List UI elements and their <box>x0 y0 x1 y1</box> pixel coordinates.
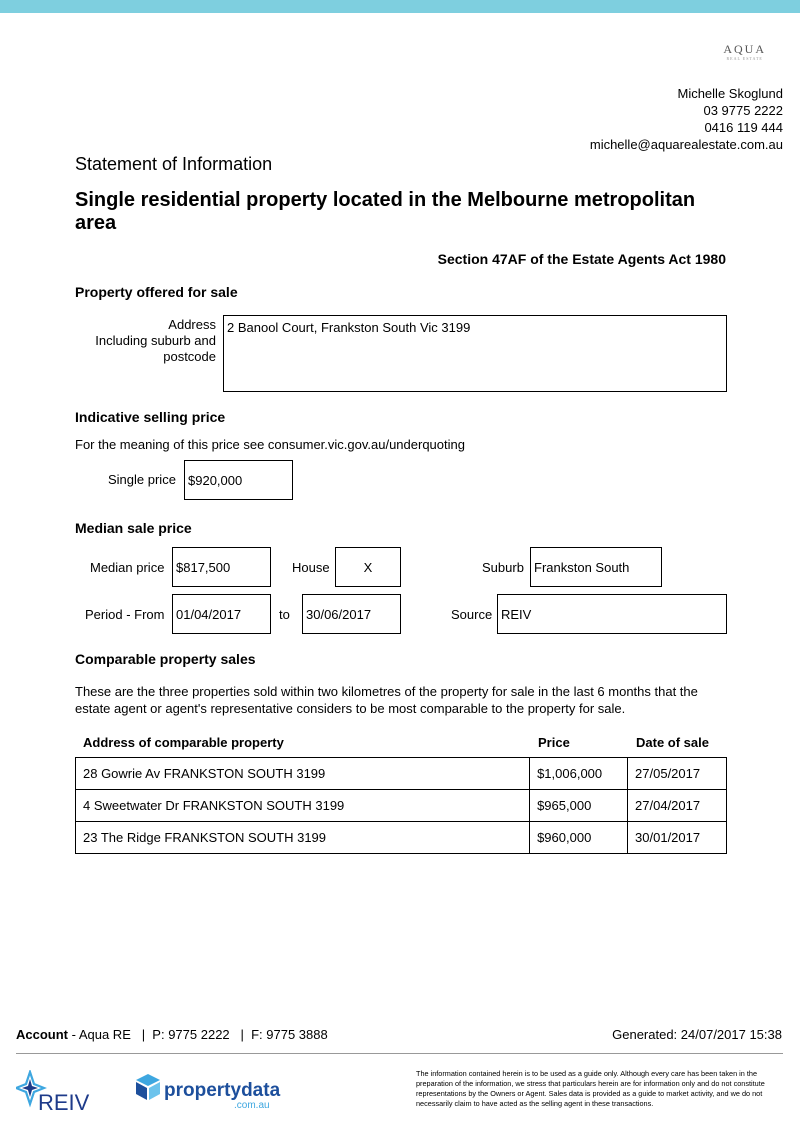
address-field: 2 Banool Court, Frankston South Vic 3199 <box>223 315 727 392</box>
source-label: Source <box>451 607 493 622</box>
median-price-field: $817,500 <box>172 547 271 587</box>
legal-section: Section 47AF of the Estate Agents Act 1980 <box>437 251 726 267</box>
document-heading: Statement of Information <box>75 154 273 174</box>
col-header-date: Date of sale <box>636 735 709 750</box>
footer-divider <box>16 1053 783 1054</box>
generated-timestamp: Generated: 24/07/2017 15:38 <box>612 1027 782 1042</box>
propertydata-cube-icon <box>136 1074 286 1114</box>
svg-text:.com.au: .com.au <box>234 1100 270 1111</box>
agent-email[interactable]: michelle@aquarealestate.com.au <box>589 137 783 152</box>
comparable-date: 30/01/2017 <box>628 822 727 854</box>
period-to-field: 30/06/2017 <box>302 594 401 634</box>
comparable-price: $960,000 <box>530 822 628 854</box>
agent-phone: 03 9775 2222 <box>703 103 783 118</box>
reiv-logo <box>16 1070 96 1119</box>
reiv-star-icon <box>16 1070 96 1114</box>
property-heading: Property offered for sale <box>75 284 238 300</box>
indicative-heading: Indicative selling price <box>75 409 226 425</box>
median-heading: Median sale price <box>75 520 192 536</box>
comparable-date: 27/05/2017 <box>628 758 727 790</box>
account-info: Account - Aqua RE | P: 9775 2222 | F: 9775 3888 <box>16 1027 328 1042</box>
comparable-address: 28 Gowrie Av FRANKSTON SOUTH 3199 <box>76 758 530 790</box>
property-type-field: X <box>335 547 401 587</box>
table-row <box>76 822 727 854</box>
comparable-heading: Comparable property sales <box>75 651 256 667</box>
agent-mobile: 0416 119 444 <box>704 120 783 135</box>
table-row <box>76 758 727 790</box>
price-meaning-note: For the meaning of this price see consumer.vic.gov.au/underquoting <box>75 437 465 452</box>
median-price-label: Median price <box>90 560 165 575</box>
period-label: Period - From <box>85 607 165 622</box>
suburb-label: Suburb <box>482 560 524 575</box>
property-type-label: House <box>292 560 330 575</box>
propertydata-logo <box>136 1074 286 1119</box>
agency-logo: AQUA REAL ESTATE <box>723 42 766 61</box>
comparable-sales-table <box>75 757 727 854</box>
suburb-field: Frankston South <box>530 547 662 587</box>
single-price-field: $920,000 <box>184 460 293 500</box>
col-header-address: Address of comparable property <box>83 735 284 750</box>
disclaimer-text: The information contained herein is to be used as a guide only. Although every care has been taken in the preparation of the information, we stress that particulars herein are for information only and do not constitute representations by the Owners or Agent. Sales data is provided as a guide to market activity, and we do not necessarily claim to have acted as the selling agent in these transactions. <box>416 1069 765 1108</box>
period-from-field: 01/04/2017 <box>172 594 271 634</box>
agent-contact <box>590 85 783 153</box>
document-title: Single residential property located in the Melbourne metropolitan area <box>75 189 696 234</box>
comparable-date: 27/04/2017 <box>628 790 727 822</box>
svg-text:REIV: REIV <box>38 1090 90 1114</box>
address-label: Address Including suburb and postcode <box>95 317 216 364</box>
comparable-address: 23 The Ridge FRANKSTON SOUTH 3199 <box>76 822 530 854</box>
comparable-price: $1,006,000 <box>530 758 628 790</box>
table-row <box>76 790 727 822</box>
top-accent-bar <box>0 0 800 13</box>
comparable-intro: These are the three properties sold within two kilometres of the property for sale in the last 6 months that the estate agent or agent's representative considers to be most comparable to the property for sale. <box>75 684 698 716</box>
period-to-label: to <box>279 607 290 622</box>
single-price-label: Single price <box>108 472 176 487</box>
svg-text:propertydata: propertydata <box>164 1080 281 1101</box>
comparable-price: $965,000 <box>530 790 628 822</box>
col-header-price: Price <box>538 735 570 750</box>
source-field: REIV <box>497 594 727 634</box>
comparable-address: 4 Sweetwater Dr FRANKSTON SOUTH 3199 <box>76 790 530 822</box>
agent-name: Michelle Skoglund <box>677 86 783 101</box>
